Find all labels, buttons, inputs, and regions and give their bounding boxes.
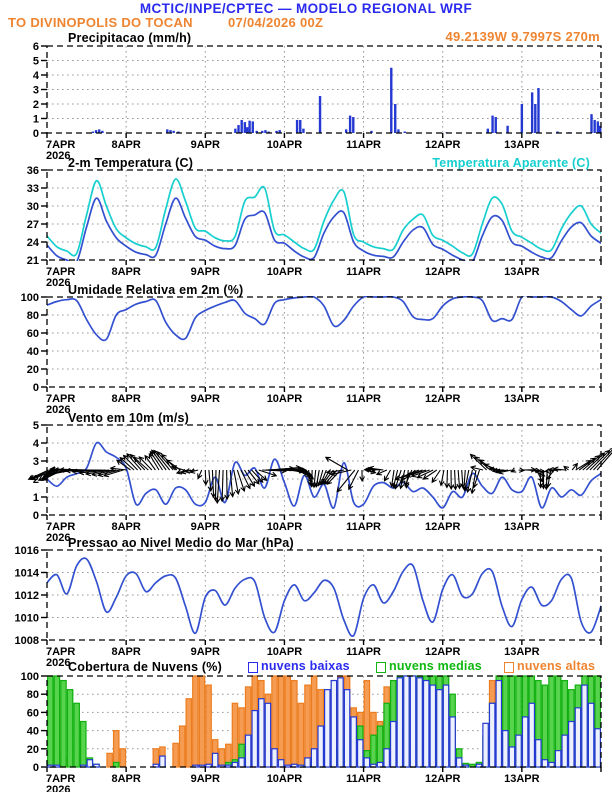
panel-title-clouds: Cobertura de Nuvens (%) (68, 660, 222, 674)
legend-apparent-temperature: Temperatura Aparente (C) (432, 156, 590, 170)
svg-text:60: 60 (26, 707, 39, 720)
svg-text:8APR: 8APR (111, 393, 141, 405)
svg-text:12APR: 12APR (424, 139, 461, 151)
svg-text:0: 0 (32, 128, 39, 140)
svg-text:11APR: 11APR (346, 393, 382, 405)
svg-text:4: 4 (32, 438, 39, 450)
svg-text:13APR: 13APR (504, 393, 540, 405)
svg-text:8APR: 8APR (111, 139, 141, 151)
svg-text:13APR: 13APR (504, 266, 540, 278)
svg-text:2026: 2026 (46, 404, 71, 416)
panel-wind10m (29, 420, 612, 544)
svg-text:12APR: 12APR (424, 521, 461, 533)
svg-text:4: 4 (32, 70, 39, 82)
svg-text:9APR: 9APR (190, 266, 220, 278)
svg-text:9APR: 9APR (190, 773, 220, 785)
legend-high-clouds-label: nuvens altas (517, 659, 596, 673)
svg-text:8APR: 8APR (111, 773, 141, 785)
svg-text:11APR: 11APR (346, 266, 382, 278)
svg-text:10APR: 10APR (266, 139, 303, 151)
mid-clouds-swatch-icon (376, 662, 386, 673)
svg-text:24: 24 (26, 237, 39, 249)
svg-text:80: 80 (26, 689, 39, 702)
svg-text:3: 3 (32, 456, 39, 468)
svg-text:2: 2 (32, 474, 39, 486)
svg-text:3: 3 (32, 84, 39, 97)
svg-text:13APR: 13APR (504, 139, 540, 151)
svg-text:10APR: 10APR (266, 521, 303, 533)
legend-mid-clouds (376, 659, 482, 673)
svg-text:13APR: 13APR (504, 773, 540, 785)
svg-text:9APR: 9APR (190, 393, 220, 405)
svg-text:9APR: 9APR (190, 139, 220, 151)
svg-text:7APR: 7APR (46, 773, 76, 785)
svg-text:1010: 1010 (14, 612, 39, 625)
svg-text:30: 30 (26, 201, 39, 213)
panel-clouds (21, 671, 601, 792)
svg-text:1: 1 (32, 492, 39, 504)
svg-text:2026: 2026 (46, 657, 71, 669)
svg-text:20: 20 (26, 743, 39, 756)
svg-text:1016: 1016 (14, 545, 39, 557)
panel-title-pressure: Pressao ao Nivel Medio do Mar (hPa) (68, 536, 294, 550)
svg-text:1012: 1012 (14, 590, 39, 602)
svg-text:80: 80 (26, 310, 39, 322)
svg-text:8APR: 8APR (111, 521, 141, 533)
panel-title-humidity: Umidade Relativa em 2m (%) (68, 283, 244, 297)
svg-text:2026: 2026 (46, 532, 71, 544)
svg-text:10APR: 10APR (266, 773, 303, 785)
svg-text:11APR: 11APR (346, 646, 382, 658)
svg-text:7APR: 7APR (46, 139, 76, 151)
svg-text:13APR: 13APR (504, 521, 540, 533)
svg-text:2026: 2026 (46, 277, 71, 289)
svg-text:12APR: 12APR (424, 773, 461, 785)
svg-text:40: 40 (26, 346, 39, 358)
svg-text:1: 1 (32, 113, 39, 126)
svg-text:36: 36 (26, 165, 39, 177)
svg-text:100: 100 (20, 292, 39, 304)
svg-text:40: 40 (26, 725, 39, 738)
svg-text:9APR: 9APR (190, 521, 220, 533)
svg-text:10APR: 10APR (266, 266, 303, 278)
legend-high-clouds (504, 659, 595, 673)
svg-text:0: 0 (32, 510, 39, 522)
svg-text:100: 100 (20, 671, 39, 683)
svg-text:2026: 2026 (46, 784, 71, 792)
svg-text:33: 33 (26, 183, 39, 195)
legend-mid-clouds-label: nuvens medias (389, 659, 482, 673)
svg-text:6: 6 (32, 41, 39, 53)
svg-text:0: 0 (32, 762, 39, 774)
svg-text:2: 2 (32, 99, 39, 111)
svg-text:7APR: 7APR (46, 393, 76, 405)
svg-text:0: 0 (32, 382, 39, 394)
svg-text:21: 21 (26, 255, 39, 267)
svg-text:7APR: 7APR (46, 646, 76, 658)
svg-text:2026: 2026 (46, 150, 71, 162)
legend-low-clouds-label: nuvens baixas (261, 659, 350, 673)
svg-text:60: 60 (26, 328, 39, 340)
svg-text:1008: 1008 (14, 635, 39, 647)
svg-text:11APR: 11APR (346, 139, 382, 151)
legend-low-clouds (248, 659, 350, 673)
panel-title-wind: Vento em 10m (m/s) (68, 411, 190, 425)
panel-title-temperature: 2-m Temperatura (C) (68, 156, 194, 170)
panel-rh2m (21, 292, 601, 416)
run-time: 07/04/2026 00Z (228, 15, 324, 30)
svg-text:27: 27 (26, 219, 39, 231)
panel-title-precipitation: Precipitacao (mm/h) (68, 31, 192, 45)
svg-text:8APR: 8APR (111, 266, 141, 278)
station-name: TO DIVINOPOLIS DO TOCAN (8, 15, 193, 30)
high-clouds-swatch-icon (504, 662, 514, 673)
svg-text:9APR: 9APR (190, 646, 220, 658)
panel-precip (33, 41, 602, 162)
svg-text:11APR: 11APR (346, 521, 382, 533)
svg-text:7APR: 7APR (46, 266, 76, 278)
svg-text:20: 20 (26, 364, 39, 376)
svg-text:5: 5 (32, 420, 39, 432)
panel-temp2m (27, 165, 601, 289)
svg-text:1014: 1014 (14, 567, 39, 580)
svg-text:12APR: 12APR (424, 266, 461, 278)
svg-text:8APR: 8APR (111, 646, 141, 658)
svg-text:5: 5 (32, 55, 39, 68)
location-info: 49.2139W 9.7997S 270m (445, 29, 600, 44)
svg-text:12APR: 12APR (424, 646, 461, 658)
svg-text:10APR: 10APR (266, 393, 303, 405)
low-clouds-swatch-icon (248, 662, 258, 673)
svg-text:7APR: 7APR (46, 521, 76, 533)
svg-text:10APR: 10APR (266, 646, 303, 658)
svg-text:11APR: 11APR (346, 773, 382, 785)
app-title: MCTIC/INPE/CPTEC — MODELO REGIONAL WRF (139, 1, 473, 16)
svg-text:12APR: 12APR (424, 393, 461, 405)
svg-text:13APR: 13APR (504, 646, 540, 658)
panel-slp (15, 545, 601, 669)
